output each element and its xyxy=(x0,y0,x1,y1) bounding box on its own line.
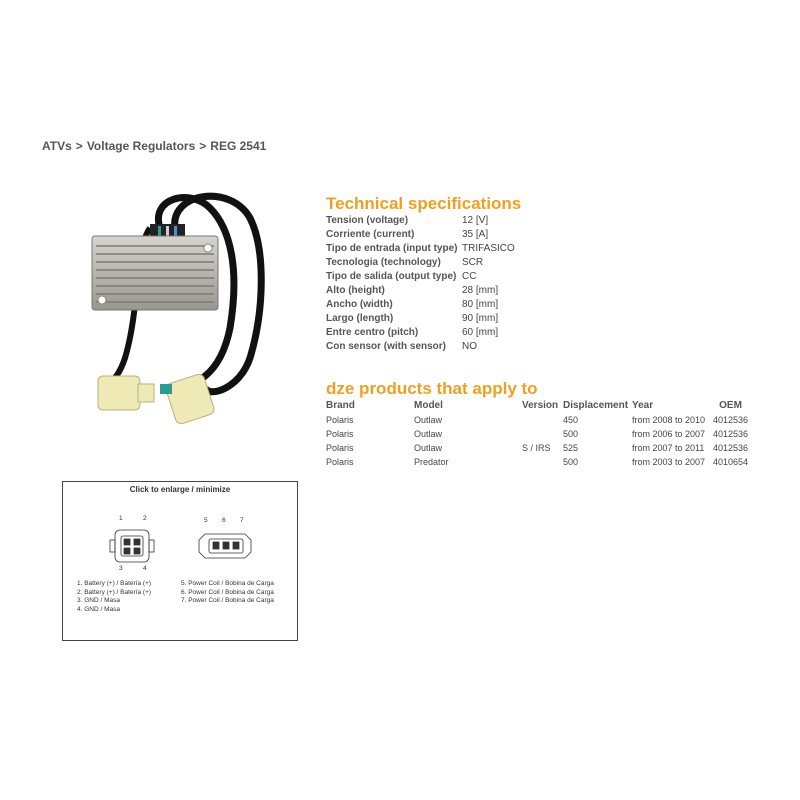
header-version: Version xyxy=(522,400,559,411)
legend-left xyxy=(77,580,151,615)
spec-value: 60 [mm] xyxy=(462,327,499,338)
cell-model: Predator xyxy=(414,457,449,467)
spec-row xyxy=(326,284,515,298)
pin-label: 6 xyxy=(222,517,226,524)
diagram-caption[interactable]: Click to enlarge / minimize xyxy=(129,485,231,494)
cell-version xyxy=(522,427,563,441)
spec-value: TRIFASICO xyxy=(462,243,515,254)
header-oem: OEM xyxy=(719,400,742,411)
spec-label: Tension (voltage) xyxy=(326,215,409,226)
spec-label: Tipo de salida (output type) xyxy=(326,271,457,282)
connector-4-pin-icon xyxy=(110,530,154,562)
legend-item: 1. Battery (+) / Batería (+) xyxy=(77,580,152,587)
cell-brand: Polaris xyxy=(326,415,354,425)
header-brand: Brand xyxy=(326,400,355,411)
cell-displacement: 500 xyxy=(563,457,579,467)
breadcrumb xyxy=(42,139,266,153)
legend-item: 6. Power Coil / Bobina de Carga xyxy=(181,588,274,596)
spec-row xyxy=(326,256,515,270)
spec-label: Con sensor (with sensor) xyxy=(326,341,447,352)
legend-item: 7. Power Coil / Bobina de Carga xyxy=(181,597,274,605)
spec-row xyxy=(326,214,515,228)
cell-model: Outlaw xyxy=(414,429,443,439)
spec-value: CC xyxy=(462,271,477,282)
legend-right xyxy=(181,580,274,606)
cell-version xyxy=(522,455,563,469)
legend-item: 4. GND / Masa xyxy=(77,606,120,614)
pin-label: 3 xyxy=(119,565,123,572)
spec-row xyxy=(326,270,515,284)
spec-value: 28 [mm] xyxy=(462,285,499,296)
pin-label: 1 xyxy=(119,515,123,522)
cell-year: from 2007 to 2011 xyxy=(632,443,705,453)
spec-row xyxy=(326,242,515,256)
header-displacement: Displacement xyxy=(563,400,629,411)
spec-label: Tipo de entrada (input type) xyxy=(326,243,458,254)
spec-row xyxy=(326,326,515,340)
legend-item: 3. GND / Masa xyxy=(77,597,120,605)
spec-label: Entre centro (pitch) xyxy=(326,327,419,338)
breadcrumb-link-atvs[interactable]: ATVs xyxy=(42,139,72,153)
legend-item: 5. Power Coil / Bobina de Carga xyxy=(181,580,274,587)
pin-label: 7 xyxy=(240,517,244,524)
pin-label: 4 xyxy=(143,565,147,572)
table-row xyxy=(326,441,748,455)
connector-3-pin-icon xyxy=(199,534,251,558)
spec-value: 35 [A] xyxy=(462,229,489,240)
breadcrumb-separator: > xyxy=(75,139,83,153)
cell-oem: 4012536 xyxy=(713,415,749,425)
cell-model: Outlaw xyxy=(414,415,443,425)
applications-header-row xyxy=(326,399,748,413)
spec-value: 12 [V] xyxy=(462,215,489,226)
spec-row xyxy=(326,340,515,354)
spec-row xyxy=(326,298,515,312)
applications-table xyxy=(326,399,748,469)
applications-title: dze products that apply to xyxy=(326,379,538,398)
cell-year: from 2003 to 2007 xyxy=(632,457,706,467)
cell-version: S / IRS xyxy=(522,443,551,453)
cell-year: from 2008 to 2010 xyxy=(632,415,706,425)
table-row xyxy=(326,455,748,469)
cell-brand: Polaris xyxy=(326,443,354,453)
cell-version xyxy=(522,413,563,427)
spec-row xyxy=(326,228,515,242)
spec-value: 80 [mm] xyxy=(462,299,499,310)
header-model: Model xyxy=(414,400,443,411)
breadcrumb-current: REG 2541 xyxy=(210,139,267,153)
spec-row xyxy=(326,312,515,326)
cell-year: from 2006 to 2007 xyxy=(632,429,706,439)
breadcrumb-link-voltage-regulators[interactable]: Voltage Regulators xyxy=(86,139,196,153)
spec-label: Corriente (current) xyxy=(326,229,415,240)
spec-table xyxy=(326,214,515,354)
cell-oem: 4012536 xyxy=(713,429,749,439)
cell-oem: 4012536 xyxy=(713,443,749,453)
cell-brand: Polaris xyxy=(326,429,354,439)
connector-drawing xyxy=(63,482,297,640)
cell-model: Outlaw xyxy=(414,443,443,453)
cell-displacement: 450 xyxy=(563,415,579,425)
pin-label: 5 xyxy=(204,517,208,524)
pin-label: 2 xyxy=(143,515,147,522)
table-row xyxy=(326,413,748,427)
legend-item: 2. Battery (+) / Batería (+) xyxy=(77,588,152,596)
spec-title: Technical specifications xyxy=(326,194,522,213)
product-image[interactable] xyxy=(80,188,280,448)
spec-value: SCR xyxy=(462,257,484,268)
cell-displacement: 525 xyxy=(563,443,579,453)
connector-diagram[interactable] xyxy=(62,481,298,641)
spec-label: Ancho (width) xyxy=(326,299,393,310)
spec-label: Alto (height) xyxy=(326,285,385,296)
spec-label: Largo (length) xyxy=(326,313,394,324)
breadcrumb-separator: > xyxy=(199,139,207,153)
cell-oem: 4010654 xyxy=(713,457,749,467)
cell-brand: Polaris xyxy=(326,457,354,467)
spec-label: Tecnologia (technology) xyxy=(326,257,441,268)
cell-displacement: 500 xyxy=(563,429,579,439)
header-year: Year xyxy=(632,400,654,411)
spec-value: NO xyxy=(462,341,477,352)
spec-value: 90 [mm] xyxy=(462,313,499,324)
table-row xyxy=(326,427,748,441)
